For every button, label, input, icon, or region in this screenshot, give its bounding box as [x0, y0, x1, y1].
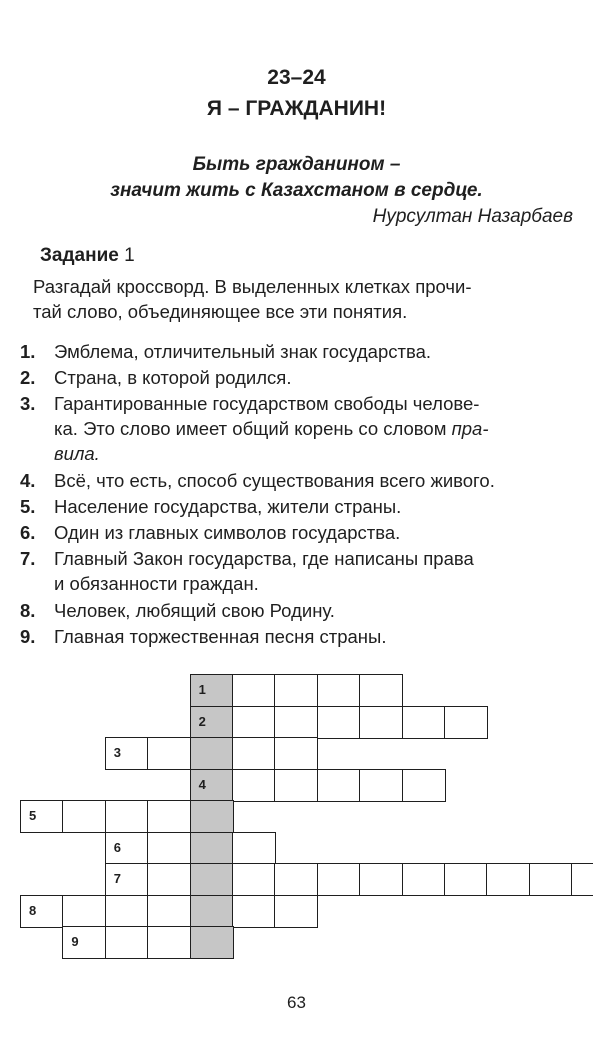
crossword-cell[interactable] — [486, 863, 530, 896]
question-number: 3. — [20, 393, 36, 414]
epigraph-line-2: значит жить с Казахстаном в сердце. — [110, 180, 483, 201]
crossword-key-cell[interactable] — [190, 926, 234, 959]
crossword-row-number: 8 — [29, 902, 37, 918]
crossword-cell[interactable] — [359, 863, 403, 896]
crossword-key-cell[interactable] — [190, 800, 234, 833]
crossword-cell[interactable] — [232, 706, 276, 739]
page-number: 63 — [287, 993, 306, 1012]
crossword-cell[interactable] — [62, 926, 106, 959]
crossword-row-number: 7 — [113, 871, 122, 886]
crossword-cell[interactable] — [147, 737, 191, 770]
question-text: Один из главных символов государства. — [54, 522, 401, 543]
crossword-key-cell[interactable] — [190, 832, 234, 865]
question-text: Гарантированные государством свободы челове- — [54, 393, 480, 414]
question-number: 1. — [20, 341, 36, 362]
crossword-key-cell[interactable] — [190, 737, 234, 770]
question-number: 8. — [20, 600, 36, 621]
crossword-cell[interactable] — [105, 926, 149, 959]
question-text-emphasis: пра- — [451, 418, 489, 439]
crossword-cell[interactable] — [62, 895, 106, 928]
crossword-cell[interactable] — [317, 863, 361, 896]
crossword-cell[interactable] — [359, 769, 403, 802]
crossword-cell[interactable] — [232, 863, 276, 896]
task-instruction-line-2: тай слово, объединяющее все эти понятия. — [33, 301, 408, 322]
crossword-key-cell[interactable] — [190, 895, 234, 928]
question-text: и обязанности граждан. — [54, 573, 259, 594]
crossword-cell[interactable] — [444, 706, 488, 739]
question-text-emphasis: вила. — [54, 443, 100, 464]
crossword-cell[interactable] — [317, 769, 361, 802]
crossword-row-number: 9 — [71, 934, 79, 949]
crossword-cell[interactable] — [20, 800, 64, 833]
crossword-row-number: 6 — [113, 839, 122, 855]
crossword-cell[interactable] — [105, 863, 149, 896]
crossword-row-number: 4 — [198, 776, 206, 792]
page-title: Я – ГРАЖДАНИН! — [206, 97, 387, 120]
question-text: Человек, любящий свою Родину. — [54, 600, 335, 621]
question-number: 9. — [20, 626, 36, 647]
crossword-cell[interactable] — [147, 832, 191, 865]
crossword-cell[interactable] — [232, 737, 276, 770]
crossword-cell[interactable] — [402, 863, 446, 896]
question-number: 6. — [20, 522, 36, 543]
crossword-cell[interactable] — [402, 769, 446, 802]
crossword-cell[interactable] — [147, 863, 191, 896]
crossword-key-cell[interactable] — [190, 863, 234, 896]
question-number: 2. — [20, 367, 36, 388]
crossword-key-cell[interactable] — [190, 674, 234, 707]
crossword-cell[interactable] — [571, 863, 593, 896]
task-title-number: 1 — [124, 245, 135, 266]
question-text: Население государства, жители страны. — [54, 496, 402, 517]
lesson-number: 23–24 — [267, 66, 326, 89]
crossword-cell[interactable] — [274, 863, 318, 896]
question-text: Главный Закон государства, где написаны права — [54, 548, 474, 569]
crossword-cell[interactable] — [147, 895, 191, 928]
task-title-word: Задание — [40, 245, 119, 266]
crossword-cell[interactable] — [274, 674, 318, 707]
crossword-cell[interactable] — [274, 895, 318, 928]
question-number: 4. — [20, 470, 36, 491]
crossword-cell[interactable] — [105, 895, 149, 928]
epigraph-line-1: Быть гражданином – — [192, 154, 401, 175]
crossword-key-cell[interactable] — [190, 769, 234, 802]
question-text: Всё, что есть, способ существования всего живого. — [54, 470, 495, 491]
crossword-cell[interactable] — [147, 800, 191, 833]
crossword-cell[interactable] — [232, 832, 276, 865]
crossword-key-cell[interactable] — [190, 706, 234, 739]
crossword-row-number: 3 — [113, 745, 122, 760]
question-number: 7. — [20, 548, 36, 569]
crossword-cell[interactable] — [359, 706, 403, 739]
question-text: Страна, в которой родился. — [54, 367, 292, 388]
crossword-cell[interactable] — [359, 674, 403, 707]
crossword-cell[interactable] — [232, 674, 276, 707]
crossword-cell[interactable] — [529, 863, 573, 896]
crossword-cell[interactable] — [317, 674, 361, 707]
epigraph-author: Нурсултан Назарбаев — [372, 206, 573, 227]
crossword-row-number: 2 — [198, 713, 206, 729]
task-instruction-line-1: Разгадай кроссворд. В выделенных клетках прочи- — [33, 276, 472, 297]
crossword-cell[interactable] — [62, 800, 106, 833]
crossword-cell[interactable] — [444, 863, 488, 896]
crossword-cell[interactable] — [274, 769, 318, 802]
crossword-row-number: 5 — [29, 808, 37, 823]
crossword-cell[interactable] — [274, 737, 318, 770]
crossword-row-number: 1 — [198, 682, 206, 697]
task-heading — [40, 245, 135, 267]
question-number: 5. — [20, 496, 36, 517]
question-text: ка. Это слово имеет общий корень со словом — [54, 418, 447, 439]
crossword-cell[interactable] — [147, 926, 191, 959]
crossword-cell[interactable] — [105, 800, 149, 833]
question-text: Главная торжественная песня страны. — [54, 626, 387, 647]
question-text: Эмблема, отличительный знак государства. — [54, 341, 432, 362]
crossword-cell[interactable] — [232, 895, 276, 928]
crossword-cell[interactable] — [20, 895, 64, 928]
crossword-cell[interactable] — [274, 706, 318, 739]
crossword-cell[interactable] — [105, 737, 149, 770]
crossword-cell[interactable] — [317, 706, 361, 739]
crossword-cell[interactable] — [105, 832, 149, 865]
crossword-cell[interactable] — [402, 706, 446, 739]
crossword-cell[interactable] — [232, 769, 276, 802]
